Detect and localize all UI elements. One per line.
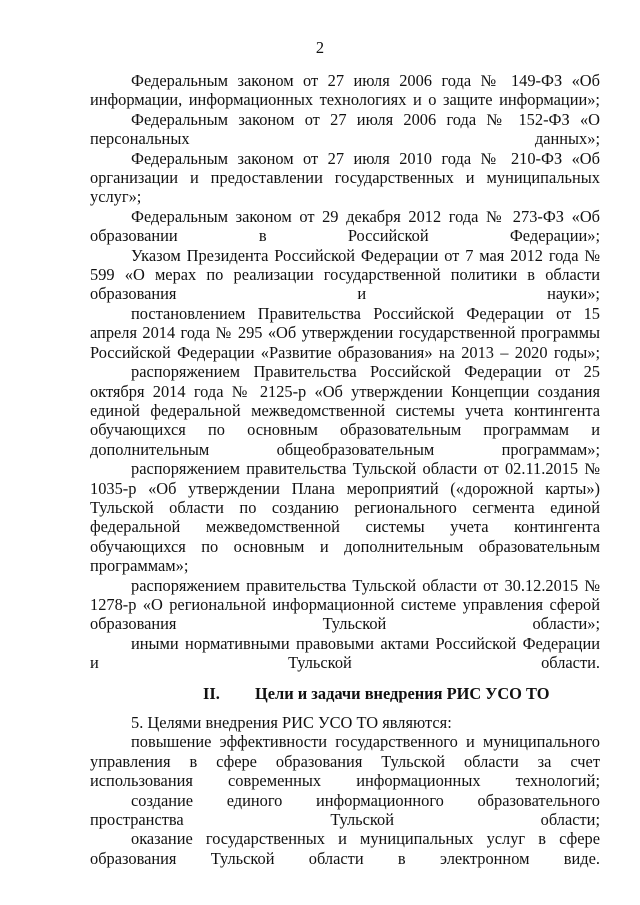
paragraph-goal-efficiency: повышение эффективности государственного и муниципального управления в сфере образования Тульской области за счет использования современных информационных технологий; xyxy=(90,732,600,791)
paragraph-order-2125r: распоряжением Правительства Российской Федерации от 25 октября 2014 года № 2125-р «Об утверждении Концепции создания единой федеральной межведомственной системы учета контингента обучающихся по основным образовательным программам и дополнительным общеобразовательным программам»; xyxy=(90,362,600,459)
paragraph-law-152fz: Федеральным законом от 27 июля 2006 года № 152-ФЗ «О персональных данных»; xyxy=(90,109,600,149)
paragraph-law-149fz: Федеральным законом от 27 июля 2006 года № 149-ФЗ «Об информации, информационных технологиях и о защите информации»; xyxy=(90,71,600,110)
page-number: 2 xyxy=(315,38,325,57)
paragraph-goals-intro: 5. Целями внедрения РИС УСО ТО являются: xyxy=(131,713,452,732)
paragraph-order-1035r: распоряжением правительства Тульской области от 02.11.2015 № 1035-р «Об утверждении Плана мероприятий («дорожной карты») Тульской области по созданию регионального сегмента единой федеральной межведомственной системы учета контингента обучающихся по основным и дополнительным образовательным программам»; xyxy=(90,459,600,576)
document-body xyxy=(90,71,600,868)
section-title: Цели и задачи внедрения РИС УСО ТО xyxy=(255,683,550,703)
paragraph-order-1278r: распоряжением правительства Тульской области от 30.12.2015 № 1278-р «О региональной информационной системе управления сферой образования Тульской области»; xyxy=(90,575,600,634)
section-heading xyxy=(90,684,600,703)
paragraph-other-acts: иными нормативными правовыми актами Российской Федерации и Тульской области. xyxy=(90,633,600,673)
paragraph-decree-599: Указом Президента Российской Федерации от 7 мая 2012 года № 599 «О мерах по реализации государственной политики в области образования и науки»; xyxy=(90,245,600,304)
paragraph-law-210fz: Федеральным законом от 27 июля 2010 года № 210-ФЗ «Об организации и предоставлении государственных и муниципальных услуг»; xyxy=(90,148,600,207)
paragraph-law-273fz: Федеральным законом от 29 декабря 2012 года № 273-ФЗ «Об образовании в Российской Федерации»; xyxy=(90,206,600,246)
paragraph-resolution-295: постановлением Правительства Российской Федерации от 15 апреля 2014 года № 295 «Об утверждении государственной программы Российской Федерации «Развитие образования» на 2013 – 2020 годы»; xyxy=(90,303,600,362)
paragraph-goal-unified-space: создание единого информационного образовательного пространства Тульской области; xyxy=(90,790,600,830)
paragraph-goal-e-services: оказание государственных и муниципальных услуг в сфере образования Тульской области в электронном виде. xyxy=(90,829,600,868)
section-number: II. xyxy=(203,683,220,703)
